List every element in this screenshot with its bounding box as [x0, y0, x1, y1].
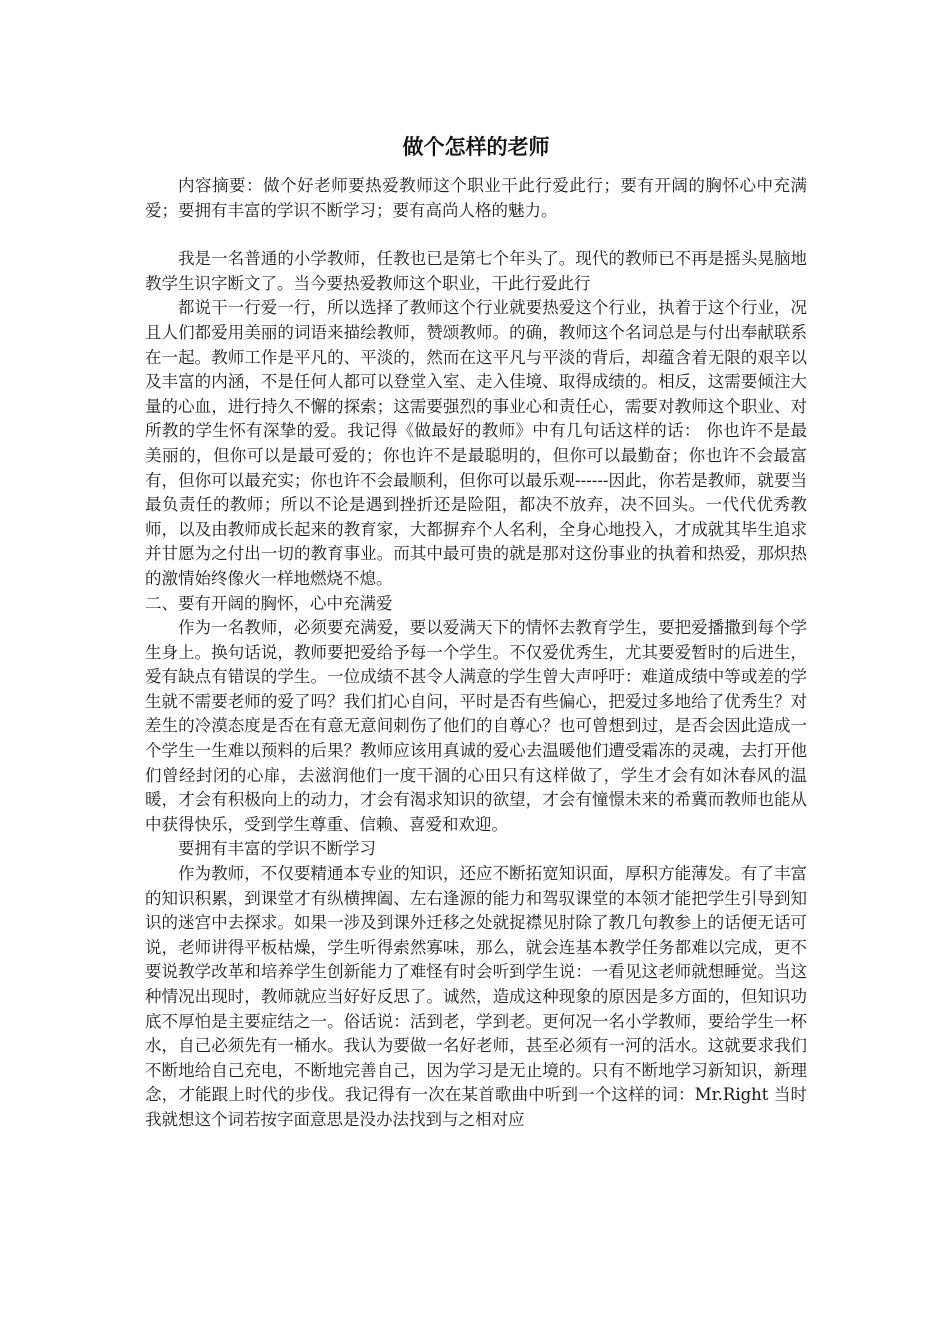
- intro-paragraph: 我是一名普通的小学教师，任教也已是第七个年头了。现代的教师已不再是摇头晃脑地教学生识字断文了。当今要热爱教师这个职业，干此行爱此行: [145, 249, 807, 293]
- body-paragraph-2: 作为一名教师，必须要充满爱，要以爱满天下的情怀去教育学生，要把爱播撒到每个学生身上。换句话说，教师要把爱给予每一个学生。不仅爱优秀生，尤其要爱暂时的后进生，爱有缺点有错误的学生。一位成绩不甚令人满意的学生曾大声呼吁：难道成绩中等或差的学生就不需要老师的爱了吗？我们扪心自问，平时是否有些偏心，把爱过多地给了优秀生？对差生的冷漠态度是否在有意无意间刺伤了他们的自尊心？也可曾想到过，是否会因此造成一个学生一生难以预料的后果？教师应该用真诚的爱心去温暖他们遭受霜冻的灵魂，去打开他们曾经封闭的心扉，去滋润他们一度干涸的心田只有这样做了，学生才会有如沐春风的温暖，才会有积极向上的动力，才会有渴求知识的欲望，才会有憧憬未来的希冀而教师也能从中获得快乐，受到学生尊重、信赖、喜爱和欢迎。: [145, 618, 807, 834]
- document-page: [145, 132, 807, 1133]
- section-heading-3: 要拥有丰富的学识不断学习: [178, 839, 376, 859]
- abstract-paragraph: 内容摘要：做个好老师要热爱教师这个职业干此行爱此行；要有开阔的胸怀心中充满爱；要拥有丰富的学识不断学习；要有高尚人格的魅力。: [145, 176, 807, 220]
- section-heading-2: 二、要有开阔的胸怀，心中充满爱: [145, 593, 393, 613]
- body-paragraph-3: 作为教师，不仅要精通本专业的知识，还应不断拓宽知识面，厚积方能薄发。有了丰富的知识积累，到课堂才有纵横捭阖、左右逢源的能力和驾驭课堂的本领才能把学生引导到知识的迷宫中去探求。如果一涉及到课外迁移之处就捉襟见肘除了教几句教参上的话便无话可说，老师讲得平板枯燥，学生听得索然寡味，那么，就会连基本教学任务都难以完成，更不要说教学改革和培养学生创新能力了难怪有时会听到学生说：一看见这老师就想睡觉。当这种情况出现时，教师就应当好好反思了。诚然，造成这种现象的原因是多方面的，但知识功底不厚怕是主要症结之一。俗话说：活到老，学到老。更何况一名小学教师，要给学生一杯水，自己必须先有一桶水。我认为要做一名好老师，甚至必须有一河的活水。这就要求我们不断地给自己充电，不断地完善自己，因为学习是无止境的。只有不断地学习新知识，新理念，才能跟上时代的步伐。我记得有一次在某首歌曲中听到一个这样的词：Mr.Right 当时我就想这个词若按字面意思是没办法找到与之相对应: [145, 864, 807, 1129]
- body-paragraph-1: 都说干一行爱一行，所以选择了教师这个行业就要热爱这个行业，执着于这个行业，况且人们都爱用美丽的词语来描绘教师，赞颂教师。的确，教师这个名词总是与付出奉献联系在一起。教师工作是平凡的、平淡的，然而在这平凡与平淡的背后，却蕴含着无限的艰辛以及丰富的内涵，不是任何人都可以登堂入室、走入佳境、取得成绩的。相反，这需要倾注大量的心血，进行持久不懈的探索；这需要强烈的事业心和责任心，需要对教师这个职业、对所教的学生怀有深挚的爱。我记得《做最好的教师》中有几句话这样的话： 你也许不是最美丽的，但你可以是最可爱的；你也许不是最聪明的，但你可以最勤奋；你也许不会最富有，但你可以最充实；你也许不会最顺利，但你可以最乐观------因此，你若是教师，就要当最负责任的教师；所以不论是遇到挫折还是险阻，都决不放弃，决不回头。一代代优秀教师，以及由教师成长起来的教育家，大都摒弃个人名利，全身心地投入，才成就其毕生追求并甘愿为之付出一切的教育事业。而其中最可贵的就是那对这份事业的执着和热爱，那炽热的激情始终像火一样地燃烧不熄。: [145, 298, 807, 588]
- document-title: 做个怎样的老师: [402, 135, 550, 159]
- paragraph-gap: [145, 223, 807, 247]
